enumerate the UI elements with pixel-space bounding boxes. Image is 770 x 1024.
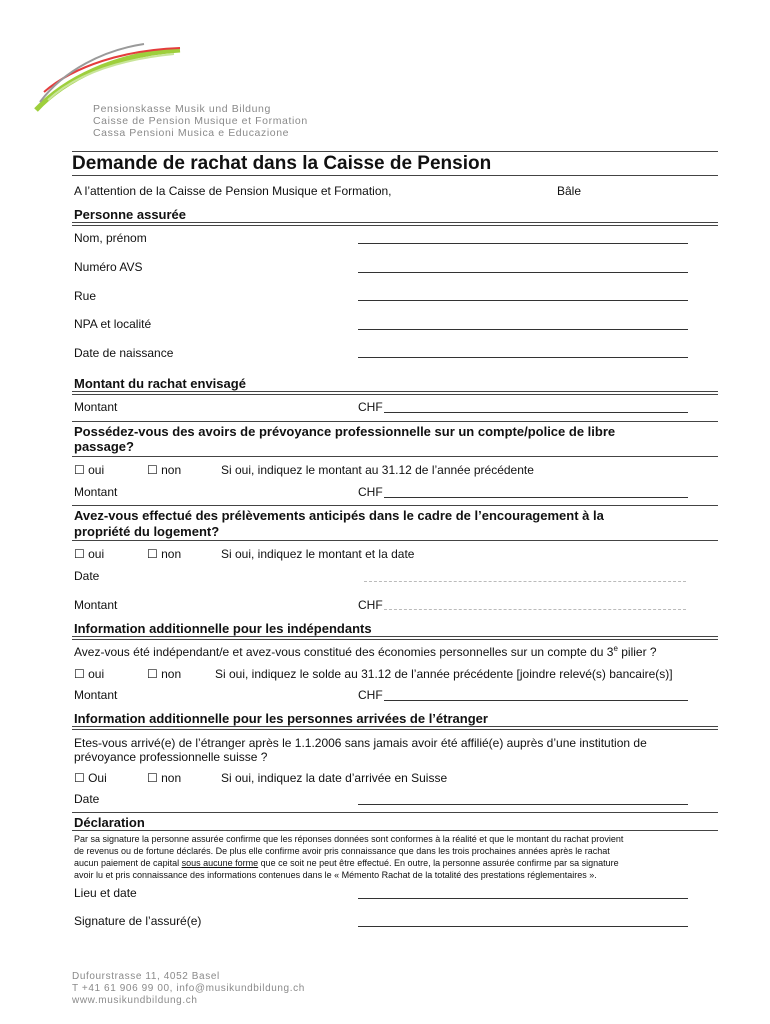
checkbox-libre-oui[interactable]: ☐ oui xyxy=(74,463,105,477)
section-heading-libre-1: Possédez-vous des avoirs de prévoyance professionnelle sur un compte/police de libre xyxy=(74,424,616,439)
input-montant-rachat[interactable] xyxy=(384,412,688,413)
checkbox-prelevements-non[interactable]: ☐ non xyxy=(147,547,182,561)
input-montant-prelevements[interactable] xyxy=(384,609,686,610)
section-rule-independants xyxy=(72,636,718,640)
label-nom: Nom, prénom xyxy=(74,231,147,245)
section-heading-personne: Personne assurée xyxy=(74,207,187,222)
checkbox-independants-oui[interactable]: ☐ oui xyxy=(74,667,105,681)
currency-montant-libre: CHF xyxy=(358,485,383,499)
section-heading-libre-2: passage? xyxy=(74,439,134,454)
footer-contact: T +41 61 906 99 00, info@musikundbildung.ch xyxy=(72,983,305,994)
currency-montant-prelevements: CHF xyxy=(358,598,383,612)
label-montant-prelevements: Montant xyxy=(74,598,118,612)
hint-prelevements: Si oui, indiquez le montant et la date xyxy=(221,547,415,561)
section-heading-montant: Montant du rachat envisagé xyxy=(74,376,246,391)
checkbox-etranger-non[interactable]: ☐ non xyxy=(147,771,182,785)
label-date-prelevements: Date xyxy=(74,569,100,583)
declaration-line-3u: sous aucune forme xyxy=(181,858,259,868)
input-rue[interactable] xyxy=(358,300,688,301)
input-signature[interactable] xyxy=(358,926,688,927)
input-avs[interactable] xyxy=(358,272,688,273)
question-independants-text: Avez-vous été indépendant/e et avez-vous constitué des économies personnelles sur un compte du 3 xyxy=(74,645,614,659)
checkbox-independants-non[interactable]: ☐ non xyxy=(147,667,182,681)
input-naissance[interactable] xyxy=(358,357,688,358)
logo-line-fr: Caisse de Pension Musique et Formation xyxy=(93,115,308,127)
label-avs: Numéro AVS xyxy=(74,260,143,274)
label-lieu-date: Lieu et date xyxy=(74,886,137,900)
section-rule-declaration xyxy=(72,830,718,831)
hint-independants: Si oui, indiquez le solde au 31.12 de l’année précédente [joindre relevé(s) bancaire(s)] xyxy=(215,667,673,681)
question-independants xyxy=(74,644,657,659)
input-npa[interactable] xyxy=(358,329,688,330)
label-montant-libre: Montant xyxy=(74,485,118,499)
section-heading-declaration: Déclaration xyxy=(74,815,145,830)
declaration-line-1: Par sa signature la personne assurée confirme que les réponses données sont conformes à la réalité et que le montant du rachat provient xyxy=(74,834,624,844)
input-nom[interactable] xyxy=(358,243,688,244)
declaration-line-3a: aucun paiement de capital xyxy=(74,858,182,868)
label-date-etranger: Date xyxy=(74,792,100,806)
section-rule-libre xyxy=(72,456,718,457)
checkbox-libre-non[interactable]: ☐ non xyxy=(147,463,182,477)
section-rule-top-declaration xyxy=(72,812,718,813)
question-independants-sup: e xyxy=(613,644,618,653)
declaration-line-3 xyxy=(74,857,718,869)
label-montant-independants: Montant xyxy=(74,688,118,702)
question-independants-end: pilier ? xyxy=(617,645,657,659)
currency-montant-rachat: CHF xyxy=(358,400,383,414)
checkbox-prelevements-oui[interactable]: ☐ oui xyxy=(74,547,105,561)
section-rule-top-libre xyxy=(72,421,718,422)
declaration-line-2: de revenus ou de fortune déclarés. De plus elle confirme avoir pris connaissance que dans les trois prochaines années après le rachat xyxy=(74,846,610,856)
section-rule-personne xyxy=(72,222,718,226)
input-montant-independants[interactable] xyxy=(384,700,688,701)
logo-swoosh xyxy=(34,40,184,112)
question-etranger-1: Etes-vous arrivé(e) de l’étranger après le 1.1.2006 sans jamais avoir été affilié(e) auprès d’une institution de xyxy=(74,736,647,750)
footer-website: www.musikundbildung.ch xyxy=(72,995,198,1006)
checkbox-etranger-oui[interactable]: ☐ Oui xyxy=(74,771,107,785)
title-rule-bottom xyxy=(72,175,718,176)
declaration-line-3b: que ce soit ne peut être effectué. En outre, la personne assurée confirme par sa signature xyxy=(258,858,619,868)
attention-text: A l’attention de la Caisse de Pension Musique et Formation, xyxy=(74,184,392,198)
attention-city: Bâle xyxy=(557,184,582,198)
question-etranger-2: prévoyance professionnelle suisse ? xyxy=(74,750,268,764)
hint-libre: Si oui, indiquez le montant au 31.12 de l’année précédente xyxy=(221,463,534,477)
section-rule-montant xyxy=(72,391,718,395)
input-lieu-date[interactable] xyxy=(358,898,688,899)
section-rule-etranger xyxy=(72,726,718,730)
title-rule-top xyxy=(72,151,718,152)
label-rue: Rue xyxy=(74,289,97,303)
hint-etranger: Si oui, indiquez la date d’arrivée en Suisse xyxy=(221,771,448,785)
logo-line-it: Cassa Pensioni Musica e Educazione xyxy=(93,127,290,139)
input-date-etranger[interactable] xyxy=(358,804,688,805)
label-montant-rachat: Montant xyxy=(74,400,118,414)
footer-address: Dufourstrasse 11, 4052 Basel xyxy=(72,971,220,982)
section-heading-independants: Information additionnelle pour les indépendants xyxy=(74,621,372,636)
section-rule-top-prelevements xyxy=(72,505,718,506)
declaration-line-4: avoir lu et pris connaissance des informations contenues dans le « Mémento Rachat de la totalité des prestations réglementaires ». xyxy=(74,870,597,880)
section-rule-prelevements xyxy=(72,540,718,541)
section-heading-prelevements-2: propriété du logement? xyxy=(74,524,220,539)
section-heading-prelevements-1: Avez-vous effectué des prélèvements anticipés dans le cadre de l’encouragement à la xyxy=(74,508,604,523)
page-title: Demande de rachat dans la Caisse de Pension xyxy=(72,153,492,174)
currency-montant-independants: CHF xyxy=(358,688,383,702)
input-montant-libre[interactable] xyxy=(384,497,688,498)
input-date-prelevements[interactable] xyxy=(364,581,686,582)
label-naissance: Date de naissance xyxy=(74,346,174,360)
label-npa: NPA et localité xyxy=(74,317,152,331)
label-signature: Signature de l’assuré(e) xyxy=(74,914,202,928)
logo-line-de: Pensionskasse Musik und Bildung xyxy=(93,103,271,115)
section-heading-etranger: Information additionnelle pour les personnes arrivées de l’étranger xyxy=(74,711,488,726)
declaration-text xyxy=(74,833,718,881)
